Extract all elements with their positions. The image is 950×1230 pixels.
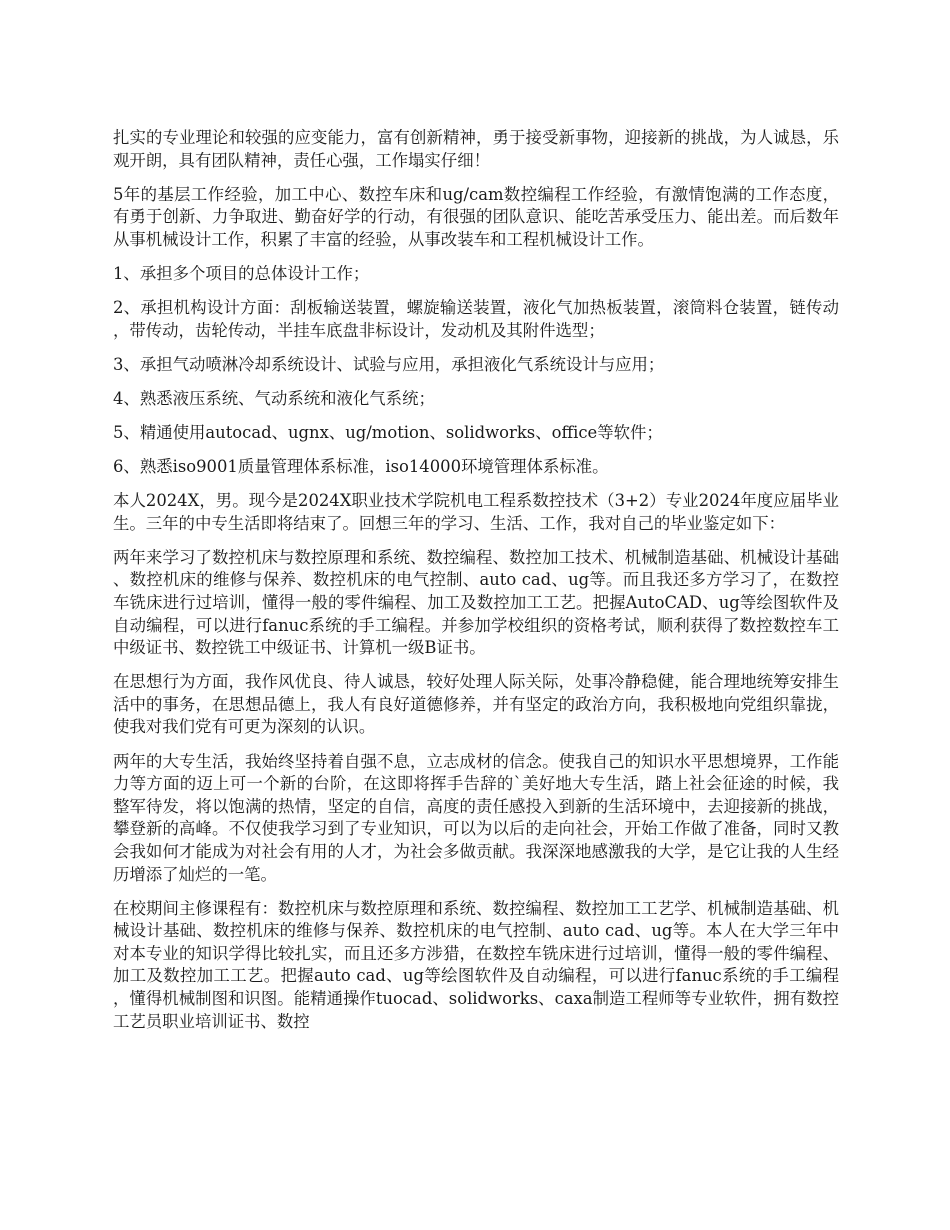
list-item: 3、承担气动喷淋冷却系统设计、试验与应用，承担液化气系统设计与应用； (113, 354, 665, 374)
list-item: 4、熟悉液压系统、气动系统和液化气系统； (113, 388, 435, 408)
paragraph: 两年的大专生活，我始终坚持着自强不息，立志成材的信念。使我自己的知识水平思想境界，工作能力等方面的迈上可一个新的台阶，在这即将挥手告辞的`美好地大专生活，踏上社会征途的时候，我整军待发，将以饱满的热情，坚定的自信，高度的责任感投入到新的生活环境中，去迎接新的挑战，攀登新的高峰。不仅使我学习到了专业知识，可以为以后的走向社会，开始工作做了准备，同时又教会我如何才能成为对社会有用的人才，为社会多做贡献。我深深地感激我的大学，是它让我的人生经历增添了灿烂的一笔。 (113, 751, 839, 884)
paragraph: 两年来学习了数控机床与数控原理和系统、数控编程、数控加工技术、机械制造基础、机械设计基础、数控机床的维修与保养、数控机床的电气控制、auto cad、ug等。而且我还多方学习了，在数控车铣床进行过培训，懂得一般的零件编程、加工及数控加工工艺。把握AutoCAD、ug等绘图软件及自动编程，可以进行fanuc系统的手工编程。并参加学校组织的资格考试，顺利获得了数控数控车工中级证书、数控铣工中级证书、计算机一级B证书。 (113, 547, 839, 658)
paragraph: 在思想行为方面，我作风优良、待人诚恳，较好处理人际关际，处事冷静稳健，能合理地统筹安排生活中的事务，在思想品德上，我人有良好道德修养，并有坚定的政治方向，我积极地向党组织靠拢，使我对我们党有可更为深刻的认识。 (113, 672, 839, 737)
paragraph: 扎实的专业理论和较强的应变能力，富有创新精神，勇于接受新事物，迎接新的挑战，为人诚恳，乐观开朗，具有团队精神，责任心强，工作塌实仔细！ (113, 128, 839, 170)
list-item: 1、承担多个项目的总体设计工作； (113, 263, 370, 283)
list-item: 5、精通使用autocad、ugnx、ug/motion、solidworks、office等软件； (113, 422, 663, 442)
list-item: 6、熟悉iso9001质量管理体系标准，iso14000环境管理体系标准。 (113, 457, 609, 477)
paragraph: 5年的基层工作经验，加工中心、数控车床和ug/cam数控编程工作经验，有激情饱满的工作态度，有勇于创新、力争取进、勤奋好学的行动，有很强的团队意识、能吃苦承受压力、能出差。而后数年从事机械设计工作，积累了丰富的经验，从事改装车和工程机械设计工作。 (113, 184, 839, 249)
paragraph: 本人2024X，男。现今是2024X职业技术学院机电工程系数控技术（3+2）专业2024年度应届毕业生。三年的中专生活即将结束了。回想三年的学习、生活、工作，我对自己的毕业鉴定如下： (113, 491, 839, 533)
list-item: 2、承担机构设计方面：刮板输送装置，螺旋输送装置，液化气加热板装置，滚筒料仓装置，链传动，带传动，齿轮传动，半挂车底盘非标设计，发动机及其附件选型； (113, 298, 839, 340)
document-body (113, 127, 839, 1045)
paragraph: 在校期间主修课程有：数控机床与数控原理和系统、数控编程、数控加工工艺学、机械制造基础、机械设计基础、数控机床的维修与保养、数控机床的电气控制、auto cad、ug等。本人在大学三年中对本专业的知识学得比较扎实，而且还多方涉猎，在数控车铣床进行过培训，懂得一般的零件编程、加工及数控加工工艺。把握auto cad、ug等绘图软件及自动编程，可以进行fanuc系统的手工编程，懂得机械制图和识图。能精通操作tuocad、solidworks、caxa制造工程师等专业软件，拥有数控工艺员职业培训证书、数控 (113, 898, 839, 1031)
